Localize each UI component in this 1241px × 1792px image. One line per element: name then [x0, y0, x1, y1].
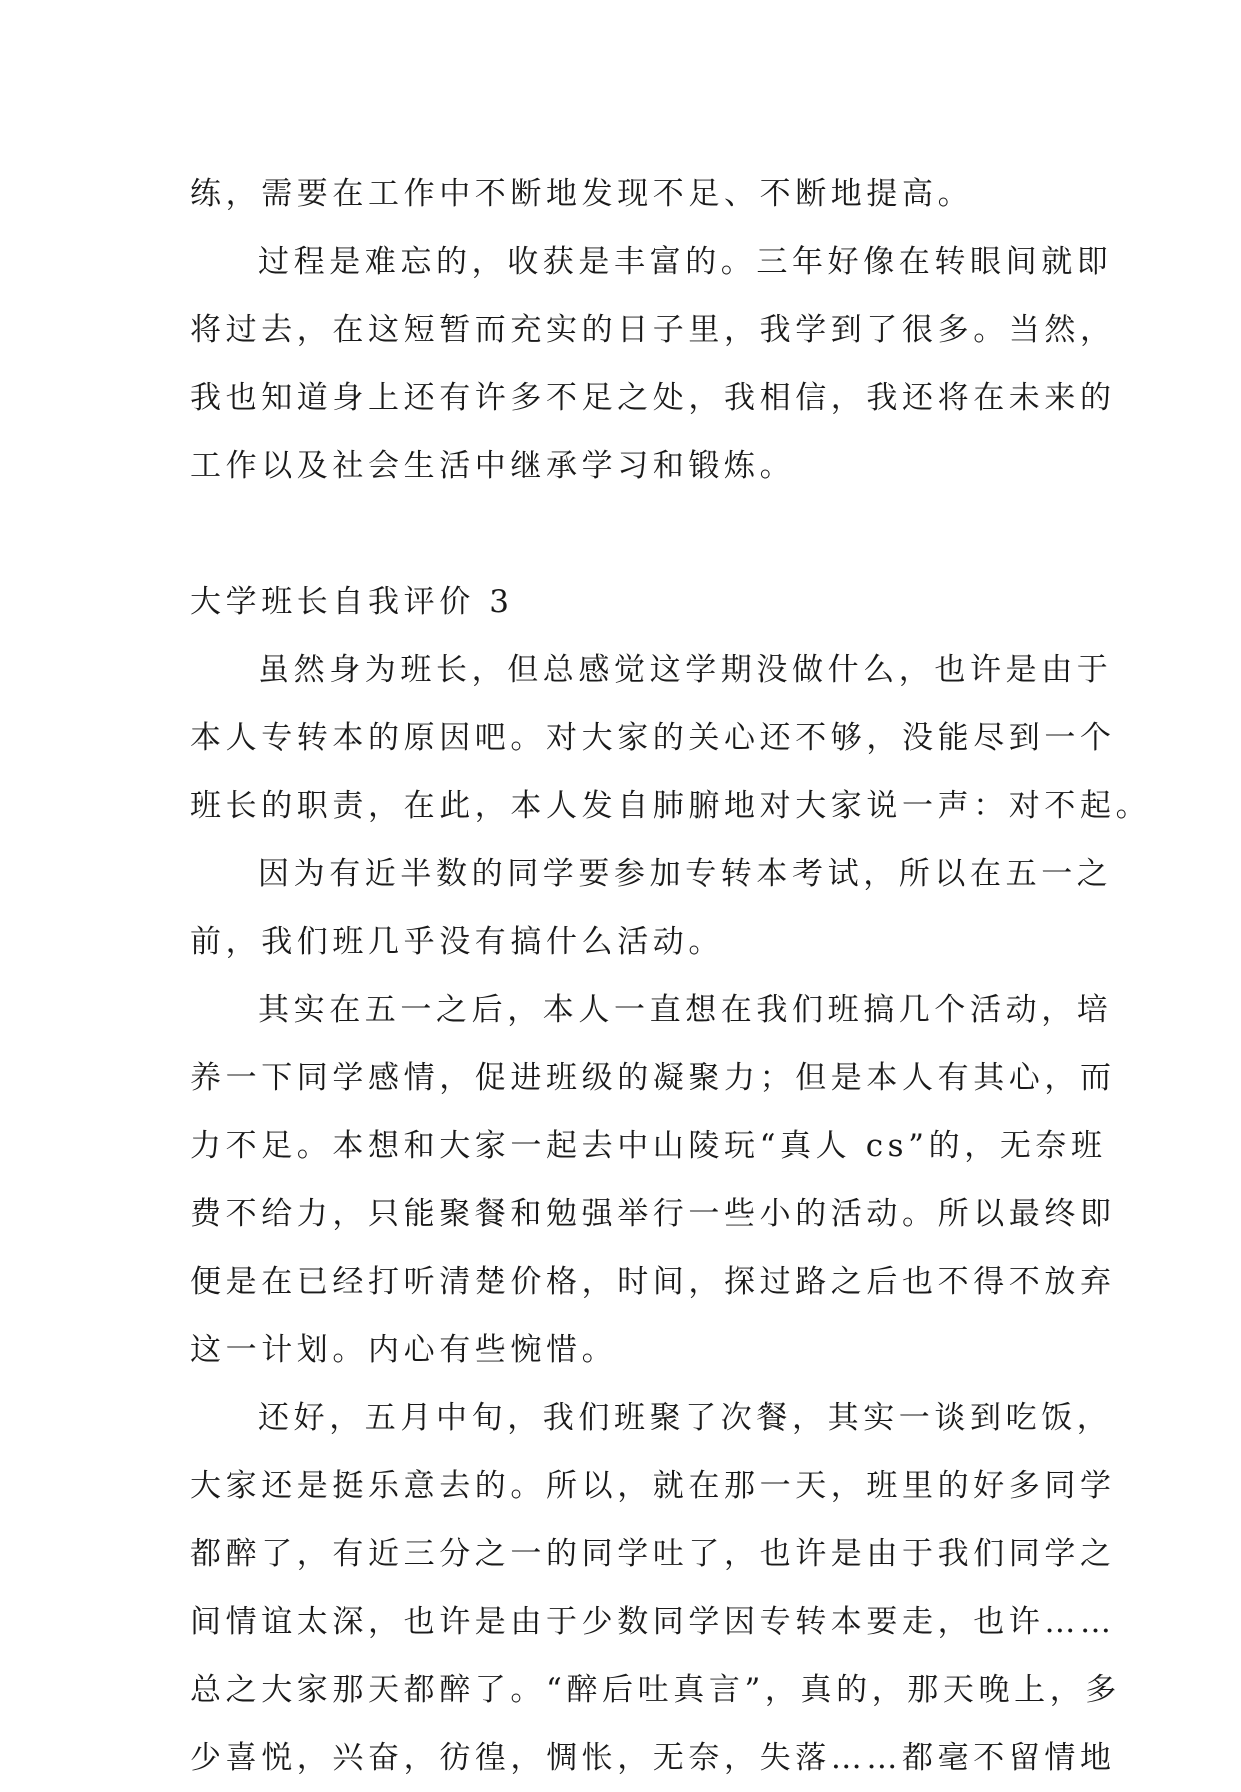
paragraph-line: 便是在已经打听清楚价格，时间，探过路之后也不得不放弃: [190, 1264, 1116, 1300]
paragraph-line: 还好，五月中旬，我们班聚了次餐，其实一谈到吃饭，: [258, 1400, 1113, 1436]
section-heading: 大学班长自我评价 3: [190, 584, 514, 620]
paragraph-line: 因为有近半数的同学要参加专转本考试，所以在五一之: [258, 856, 1113, 892]
paragraph-line: 过程是难忘的，收获是丰富的。三年好像在转眼间就即: [258, 244, 1113, 280]
paragraph-line: 少喜悦，兴奋，彷徨，惆怅，无奈，失落……都毫不留情地: [190, 1740, 1116, 1776]
paragraph-line: 费不给力，只能聚餐和勉强举行一些小的活动。所以最终即: [190, 1196, 1116, 1232]
paragraph-line: 将过去，在这短暂而充实的日子里，我学到了很多。当然，: [190, 312, 1116, 348]
paragraph-line: 这一计划。内心有些惋惜。: [190, 1332, 618, 1368]
section-spacer: [190, 500, 1060, 568]
paragraph-line: 其实在五一之后，本人一直想在我们班搞几个活动，培: [258, 992, 1113, 1028]
document-page: [190, 160, 1152, 1792]
paragraph-line: 班长的职责，在此，本人发自肺腑地对大家说一声：对不起。: [190, 788, 1152, 824]
paragraph-line: 养一下同学感情，促进班级的凝聚力；但是本人有其心，而: [190, 1060, 1116, 1096]
paragraph-line: 都醉了，有近三分之一的同学吐了，也许是由于我们同学之: [190, 1536, 1116, 1572]
paragraph-line: 大家还是挺乐意去的。所以，就在那一天，班里的好多同学: [190, 1468, 1116, 1504]
paragraph-line: 练，需要在工作中不断地发现不足、不断地提高。: [190, 176, 974, 212]
paragraph-line: 间情谊太深，也许是由于少数同学因专转本要走，也许……: [190, 1604, 1116, 1640]
paragraph-line: 虽然身为班长，但总感觉这学期没做什么，也许是由于: [258, 652, 1113, 688]
paragraph-line: 我也知道身上还有许多不足之处，我相信，我还将在未来的: [190, 380, 1116, 416]
paragraph-line: 前，我们班几乎没有搞什么活动。: [190, 924, 724, 960]
paragraph-line: 本人专转本的原因吧。对大家的关心还不够，没能尽到一个: [190, 720, 1116, 756]
paragraph-line: 工作以及社会生活中继承学习和锻炼。: [190, 448, 796, 484]
paragraph-line: 力不足。本想和大家一起去中山陵玩“真人 cs”的，无奈班: [190, 1128, 1107, 1164]
paragraph-line: 总之大家那天都醉了。“醉后吐真言”，真的，那天晚上，多: [190, 1672, 1121, 1708]
